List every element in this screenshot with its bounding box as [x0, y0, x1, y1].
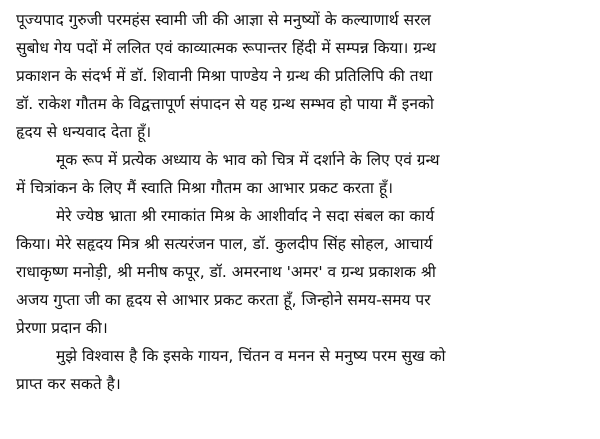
text-line: पूज्यपाद गुरुजी परमहंस स्वामी जी की आज्ञा से मनुष्यों के कल्याणार्थ सरल: [16, 11, 431, 29]
paragraph-acknowledgement-guruji: [16, 6, 586, 146]
text-line: प्राप्त कर सकते है।: [16, 375, 121, 393]
text-line: सुबोध गेय पदों में ललित एवं काव्यात्मक रूपान्तर हिंदी में सम्पन्न किया। ग्रन्थ: [16, 39, 437, 57]
text-line: अजय गुप्ता जी का हृदय से आभार प्रकट करता हूँ, जिन्होने समय-समय पर: [16, 291, 431, 309]
paragraph-acknowledgement-friends: [16, 202, 586, 342]
text-line: मेरे ज्येष्ठ भ्राता श्री रमाकांत मिश्र के आशीर्वाद ने सदा संबल का कार्य: [56, 207, 435, 225]
text-line: हृदय से धन्यवाद देता हूँ।: [16, 123, 152, 141]
text-line: किया। मेरे सहृदय मित्र श्री सत्यरंजन पाल, डॉ. कुलदीप सिंह सोहल, आचार्य: [16, 235, 433, 253]
text-line: प्रेरणा प्रदान की।: [16, 319, 108, 337]
paragraph-closing: [16, 342, 586, 398]
text-line: डॉ. राकेश गौतम के विद्वत्तापूर्ण संपादन से यह ग्रन्थ सम्भव हो पाया मैं इनको: [16, 95, 434, 113]
paragraph-acknowledgement-illustration: [16, 146, 586, 202]
text-line: प्रकाशन के संदर्भ में डॉ. शिवानी मिश्रा पाण्डेय ने ग्रन्थ की प्रतिलिपि की तथा: [16, 67, 433, 85]
text-line: मुझे विश्वास है कि इसके गायन, चिंतन व मनन से मनुष्य परम सुख को: [56, 347, 446, 365]
text-line: राधाकृष्ण मनोड़ी, श्री मनीष कपूर, डॉ. अमरनाथ 'अमर' व ग्रन्थ प्रकाशक श्री: [16, 263, 436, 281]
text-line: मूक रूप में प्रत्येक अध्याय के भाव को चित्र में दर्शाने के लिए एवं ग्रन्थ: [56, 151, 440, 169]
text-line: में चित्रांकन के लिए मैं स्वाति मिश्रा गौतम का आभार प्रकट करता हूँ।: [16, 179, 393, 197]
